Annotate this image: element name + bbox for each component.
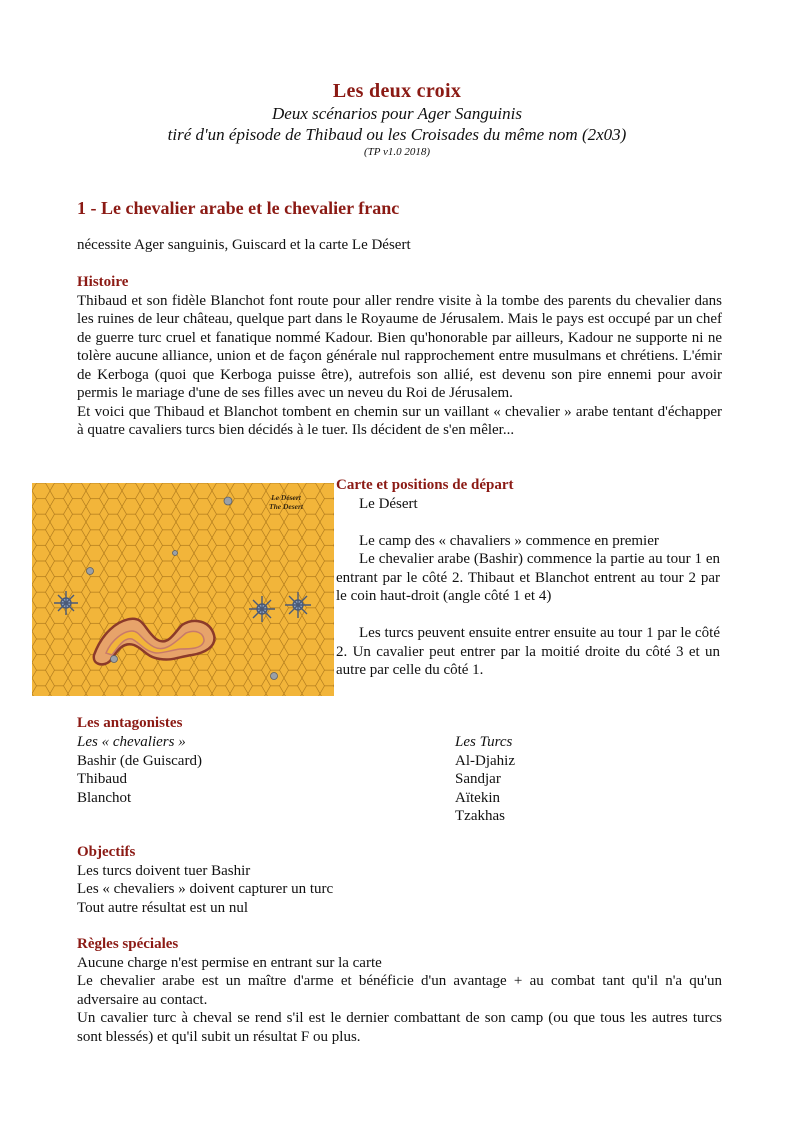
- list-item: Les « chevaliers » doivent capturer un turc: [77, 881, 334, 897]
- map-label-fr: Le Désert: [271, 493, 301, 502]
- spacer: [336, 513, 720, 532]
- list-item: Aucune charge n'est permise en entrant sur la carte: [77, 954, 382, 971]
- setup-section: [336, 476, 720, 680]
- title-block: [0, 79, 794, 159]
- list-item: Blanchot: [77, 789, 132, 806]
- histoire-paragraph: Thibaud et son fidèle Blanchot font route pour aller rendre visite à la tombe des parents du chevalier dans les ruines de leur château, quelque part dans le Royaume de Jérusalem. Mais le pays est occupé par un chef de guerre turc cruel et fanatique nommé Kadour. Bien qu'honorable par ailleurs, Kadour ne supporte ni ne tolère aucune alliance, union et de façon générale nul rapprochement entre musulmans et chrétiens. L'émir de Kerboga (quoi que Kerboga puisse être), autrefois son allié, est devenu son pire ennemi pour avoir permis le mariage d'une de ses filles avec un neveu du Roi de Jérusalem.: [77, 292, 722, 401]
- list-item: Tzakhas: [455, 808, 505, 824]
- list-item: Les turcs doivent tuer Bashir: [77, 862, 251, 879]
- scenario-heading: 1 - Le chevalier arabe et le chevalier franc: [77, 198, 400, 218]
- map-hex-grid: [32, 483, 334, 696]
- histoire-paragraph: Et voici que Thibaud et Blanchot tombent en chemin sur un vaillant « chevalier » arabe tentant d'échapper à quatre cavaliers turcs bien décidés à le tuer. Ils décident de s'en mêler...: [77, 403, 722, 438]
- list-item: Le chevalier arabe est un maître d'arme et bénéficie d'un avantage + au combat tant qu'il n'a qu'un adversaire au contact.: [77, 973, 722, 1008]
- antagonistes-heading: Les antagonistes: [77, 715, 183, 731]
- histoire-heading: Histoire: [77, 274, 129, 290]
- list-item: Aïtekin: [455, 789, 500, 806]
- objectifs-section: [77, 843, 722, 917]
- setup-map-name: Le Désert: [359, 495, 418, 512]
- setup-heading: Carte et positions de départ: [336, 477, 514, 493]
- map-label-en: The Desert: [269, 502, 303, 511]
- turcs-head: Les Turcs: [455, 734, 513, 750]
- document-subtitle: Deux scénarios pour Ager Sanguinis: [272, 104, 522, 123]
- list-item: Sandjar: [455, 771, 501, 787]
- objectifs-heading: Objectifs: [77, 844, 136, 860]
- document-title: Les deux croix: [332, 80, 462, 102]
- list-item: Thibaud: [77, 771, 127, 787]
- antagonistes-heading-block: [77, 714, 722, 733]
- document-version: (TP v1.0 2018): [363, 146, 431, 158]
- requirements-text: nécessite Ager sanguinis, Guiscard et la carte Le Désert: [77, 237, 411, 253]
- list-item: Bashir (de Guiscard): [77, 752, 202, 769]
- chevaliers-column: [77, 733, 377, 807]
- spacer: [336, 606, 720, 625]
- setup-first: Le camp des « chavaliers » commence en premier: [359, 532, 659, 549]
- document-subtitle-source: tiré d'un épisode de Thibaud ou les Croisades du même nom (2x03): [167, 125, 627, 144]
- regles-heading: Règles spéciales: [77, 936, 179, 952]
- list-item: Tout autre résultat est un nul: [77, 899, 248, 916]
- histoire-section: [77, 273, 722, 440]
- turcs-column: [455, 733, 715, 826]
- list-item: Al-Djahiz: [455, 752, 515, 769]
- chevaliers-head: Les « chevaliers »: [77, 734, 186, 750]
- requirements-line: [77, 236, 722, 255]
- list-item: Un cavalier turc à cheval se rend s'il est le dernier combattant de son camp (ou que tous les autres turcs sont blessés) et qu'il subit un résultat F ou plus.: [77, 1010, 722, 1045]
- regles-section: [77, 935, 722, 1046]
- setup-turcs: Les turcs peuvent ensuite entrer ensuite au tour 1 par le côté 2. Un cavalier peut entrer par la moitié droite du côté 3 et un autre par celle du côté 1.: [336, 625, 720, 678]
- desert-map: [32, 483, 334, 696]
- setup-arab: Le chevalier arabe (Bashir) commence la partie au tour 1 en entrant par le côté 2. Thibaut et Blanchot entrent au tour 2 par le coin haut-droit (angle côté 1 et 4): [336, 551, 720, 604]
